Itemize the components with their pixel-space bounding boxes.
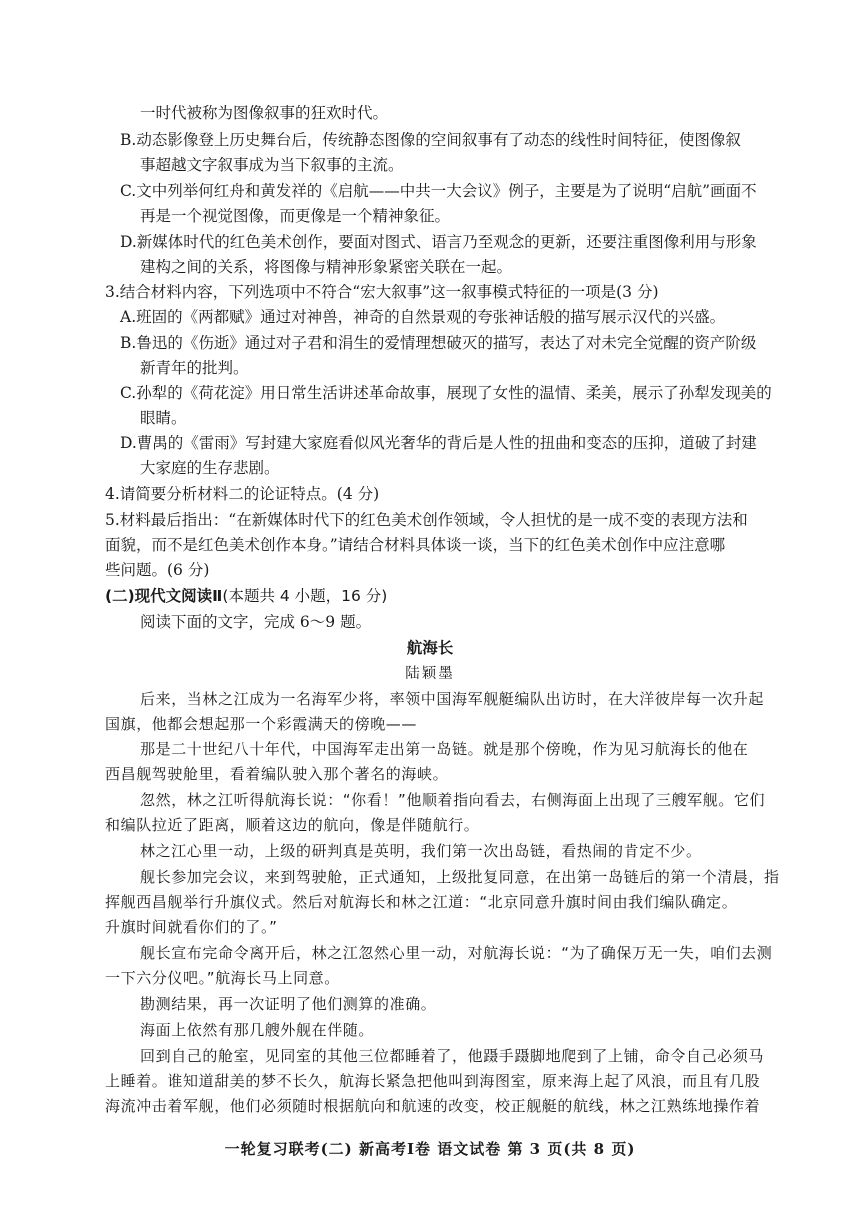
q5-stem-line1: 5.材料最后指出：“在新媒体时代下的红色美术创作领域，令人担忧的是一成不变的表现方法和 bbox=[105, 511, 748, 529]
section-heading-label: (二)现代文阅读Ⅱ bbox=[105, 587, 223, 605]
story-paragraph-7: 勘测结果，再一次证明了他们测算的准确。 bbox=[140, 995, 437, 1013]
q2-option-b-line1: B.动态影像登上历史舞台后，传统静态图像的空间叙事有了动态的线性时间特征，使图像叙 bbox=[120, 131, 741, 149]
q5-stem-line2: 面貌，而不是红色美术创作本身。”请结合材料具体谈一谈，当下的红色美术创作中应注意哪 bbox=[105, 536, 726, 554]
q3-option-b-line1: B.鲁迅的《伤逝》通过对子君和涓生的爱情理想破灭的描写，表达了对未完全觉醒的资产阶级 bbox=[120, 334, 757, 352]
q2-option-c-line1: C.文中列举何红舟和黄发祥的《启航——中共一大会议》例子，主要是为了说明“启航”画面不 bbox=[120, 182, 757, 200]
story-paragraph-9-line2: 上睡着。谁知道甜美的梦不长久，航海长紧急把他叫到海图室，原来海上起了风浪，而且有几股 bbox=[105, 1072, 761, 1090]
story-paragraph-3-line1: 忽然，林之江听得航海长说：“你看！”他顺着指向看去，右侧海面上出现了三艘军舰。它们 bbox=[140, 791, 766, 809]
story-paragraph-9-line1: 回到自己的舱室，见同室的其他三位都睡着了，他蹑手蹑脚地爬到了上铺，命令自己必须马 bbox=[140, 1047, 765, 1065]
story-title: 航海长 bbox=[406, 639, 454, 657]
story-paragraph-4: 林之江心里一动，上级的研判真是英明，我们第一次出岛链，看热闹的肯定不少。 bbox=[140, 842, 702, 860]
q3-option-a: A.班固的《两都赋》通过对神兽，神奇的自然景观的夸张神话般的描写展示汉代的兴盛。 bbox=[120, 308, 726, 326]
story-paragraph-1-line1: 后来，当林之江成为一名海军少将，率领中国海军舰艇编队出访时，在大洋彼岸每一次升起 bbox=[140, 690, 765, 708]
q2-option-d-line1: D.新媒体时代的红色美术创作，要面对图式、语言乃至观念的更新，还要注重图像利用与形象 bbox=[120, 233, 757, 251]
story-paragraph-9-line3: 海流冲击着军舰，他们必须随时根据航向和航速的改变，校正舰艇的航线，林之江熟练地操作着 bbox=[105, 1097, 761, 1115]
section-heading-note: (本题共 4 小题，16 分) bbox=[222, 587, 388, 605]
q2-option-c-line2: 再是一个视觉图像，而更像是一个精神象征。 bbox=[140, 207, 451, 225]
q3-option-c-line2: 眼睛。 bbox=[140, 409, 187, 427]
q4-stem: 4.请简要分析材料二的论证特点。(4 分) bbox=[105, 485, 380, 503]
story-paragraph-3-line2: 和编队拉近了距离，顺着这边的航向，像是伴随航行。 bbox=[105, 816, 480, 834]
q3-option-b-line2: 新青年的批判。 bbox=[140, 359, 249, 377]
q2-option-a-continuation: 一时代被称为图像叙事的狂欢时代。 bbox=[140, 104, 389, 122]
q3-stem: 3.结合材料内容，下列选项中不符合“宏大叙事”这一叙事模式特征的一项是(3 分) bbox=[105, 283, 659, 301]
story-author: 陆颖墨 bbox=[405, 666, 455, 682]
story-paragraph-8: 海面上依然有那几艘外舰在伴随。 bbox=[140, 1021, 375, 1039]
story-paragraph-2-line1: 那是二十世纪八十年代，中国海军走出第一岛链。就是那个傍晚，作为见习航海长的他在 bbox=[140, 740, 749, 758]
q3-option-d-line1: D.曹禺的《雷雨》写封建大家庭看似风光奢华的背后是人性的扭曲和变态的压抑，道破了封建 bbox=[120, 434, 757, 452]
section-instruction: 阅读下面的文字，完成 6～9 题。 bbox=[140, 613, 372, 631]
story-paragraph-5-line3: 升旗时间就看你们的了。” bbox=[105, 918, 278, 936]
section-heading bbox=[105, 586, 387, 606]
q5-stem-line3: 些问题。(6 分) bbox=[105, 561, 210, 579]
story-paragraph-5-line2: 挥舰西昌舰举行升旗仪式。然后对航海长和林之江道：“北京同意升旗时间由我们编队确定。 bbox=[105, 893, 738, 911]
story-paragraph-1-line2: 国旗，他都会想起那一个彩霞满天的傍晚—— bbox=[105, 715, 418, 733]
story-paragraph-5-line1: 舰长参加完会议，来到驾驶舱，正式通知，上级批复同意，在出第一岛链后的第一个清晨，指 bbox=[140, 868, 780, 886]
story-paragraph-6-line2: 一下六分仪吧。”航海长马上同意。 bbox=[105, 969, 340, 987]
story-paragraph-2-line2: 西昌舰驾驶舱里，看着编队驶入那个著名的海峡。 bbox=[105, 765, 449, 783]
q2-option-b-line2: 事超越文字叙事成为当下叙事的主流。 bbox=[140, 156, 404, 174]
q3-option-d-line2: 大家庭的生存悲剧。 bbox=[140, 459, 280, 477]
page-footer: 一轮复习联考(二) 新高考Ⅰ卷 语文试卷 第 3 页(共 8 页) bbox=[224, 1140, 636, 1158]
q2-option-d-line2: 建构之间的关系，将图像与精神形象紧密关联在一起。 bbox=[140, 258, 513, 276]
q3-option-c-line1: C.孙犁的《荷花淀》用日常生活讲述革命故事，展现了女性的温情、柔美，展示了孙犁发现美的 bbox=[120, 384, 772, 402]
story-paragraph-6-line1: 舰长宣布完命令离开后，林之江忽然心里一动，对航海长说：“为了确保万无一失，咱们去测 bbox=[140, 944, 773, 962]
